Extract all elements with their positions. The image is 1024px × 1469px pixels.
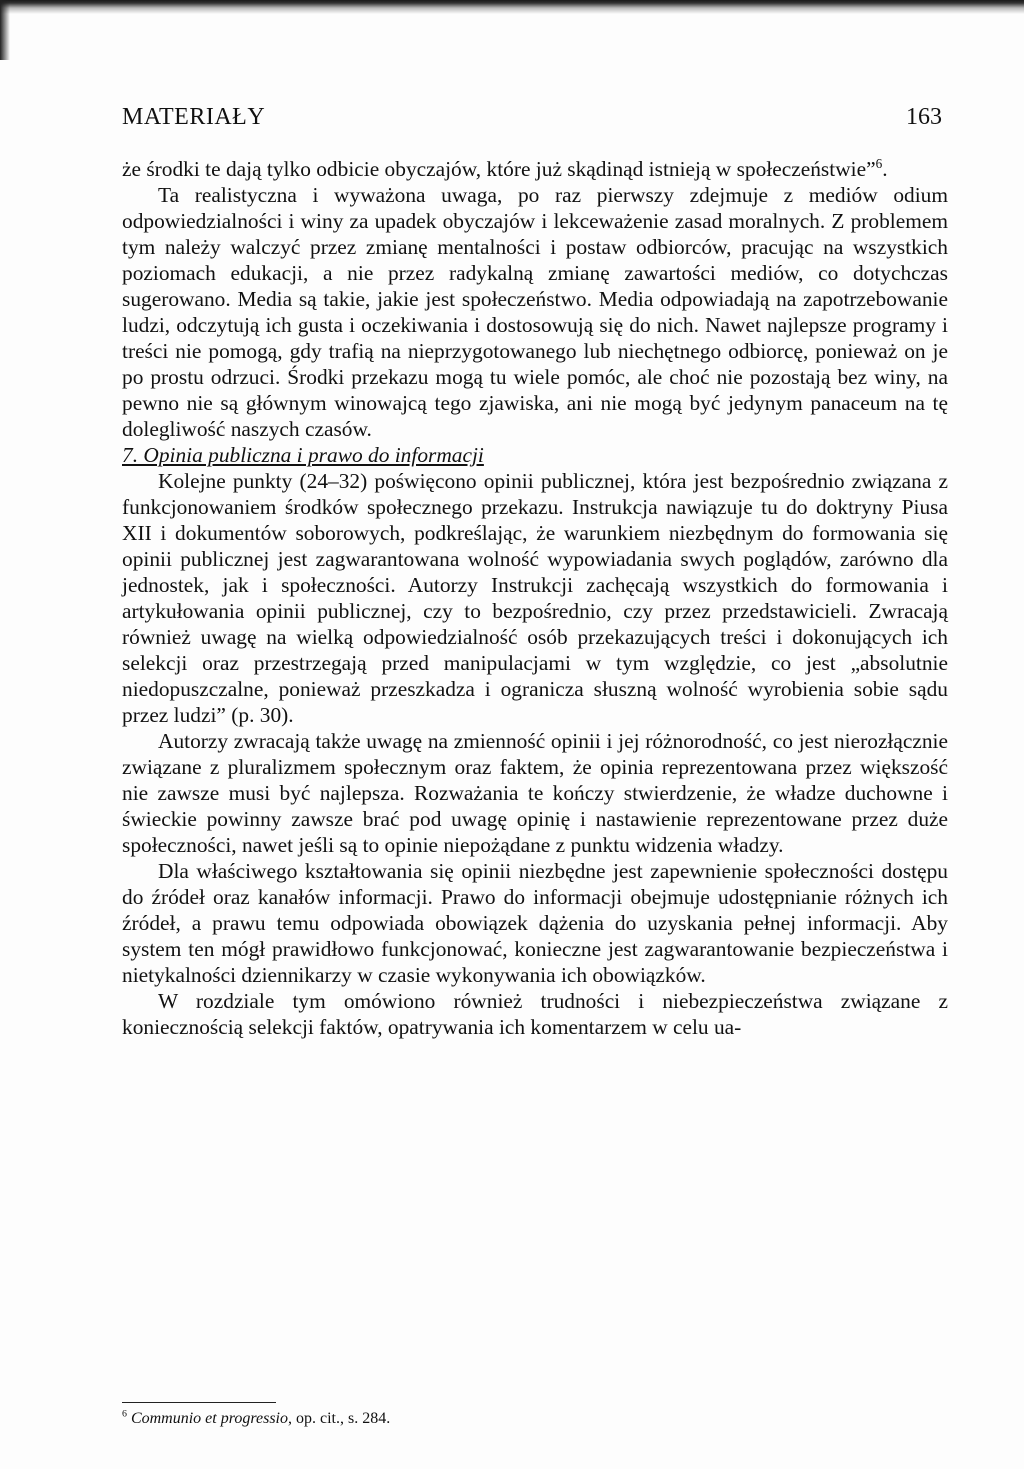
section-paragraph: W rozdziale tym omówiono również trudności i niebezpieczeństwa związane z koniecznością selekcji faktów, opatrywania ich komentarzem w celu ua- xyxy=(122,989,948,1039)
scan-edge-top xyxy=(0,0,1024,14)
footnote-rest: , op. cit., s. 284. xyxy=(288,1410,391,1427)
section-paragraph: Autorzy zwracają także uwagę na zmienność opinii i jej różnorodność, co jest nierozłącznie związane z pluralizmem społecznym oraz faktem, że opinia reprezentowana przez większość nie zawsze musi być najlepsza. Rozważania te kończy stwierdzenie, że władze duchowne i świeckie powinny zawsze brać pod uwagę opinię i nastawienie reprezentowane przez duże społeczności, nawet jeśli są to opinie niepożądane z punktu widzenia władzy. xyxy=(122,729,948,857)
section-paragraph: Kolejne punkty (24–32) poświęcono opinii publicznej, która jest bezpośrednio związana z funkcjonowaniem środków społecznego przekazu. Instrukcja nawiązuje tu do doktryny Piusa XII i dokumentów soborowych, podkreślając, że warunkiem niezbędnym do formowania się opinii publicznej jest zagwarantowana wolność wypowiadania swych poglądów, zarówno dla jednostek, jak i społeczności. Autorzy Instrukcji zachęcają wszystkich do formowania i artykułowania opinii publicznej, czy to bezpośrednio, czy przez przedstawicieli. Zwracają również uwagę na wielką odpowiedzialność osób przekazujących treści i dokonujących ich selekcji oraz przestrzegają przed manipulacjami w tym względzie, co jest „absolutnie niedopuszczalne, ponieważ przeszkadza i ogranicza słuszną wolność wyrobienia sobie sądu przez ludzi” (p. 30). xyxy=(122,469,948,727)
running-title: MATERIAŁY xyxy=(122,104,266,130)
paragraph-1 xyxy=(122,156,948,182)
paragraph-2: Ta realistyczna i wyważona uwaga, po raz pierwszy zdejmuje z mediów odium odpowiedzialności i winy za upadek obyczajów i lekceważenie zasad moralnych. Z problemem tym należy walczyć przez zmianę mentalności i postaw odbiorców, pracując na wszystkich poziomach edukacji, a nie przez radykalną zmianę zawartości mediów, co dotychczas sugerowano. Media są takie, jakie jest społeczeństwo. Media odpowiadają na zapotrzebowanie ludzi, odczytują ich gusta i oczekiwania i dostosowują się do nich. Nawet najlepsze programy i treści nie pomogą, gdy trafią na nieprzygotowanego lub niechętnego odbiorcę, ponieważ on je po prostu odrzuci. Środki przekazu mogą tu wiele pomóc, ale choć nie pozostają bez winy, na pewno nie są głównym winowajcą tego zjawiska, ani nie mogą być jedynym panaceum na tę dolegliwość naszych czasów. xyxy=(122,183,948,441)
footnote-ref: 6 xyxy=(875,155,883,171)
footnote-number: 6 xyxy=(122,1408,127,1420)
paragraph-1-tail: . xyxy=(882,157,888,181)
body-text xyxy=(122,156,948,1040)
paragraph-1-text: że środki te dają tylko odbicie obyczajów, które już skądinąd istnieją w społeczeństwie” xyxy=(122,157,876,181)
section-paragraph: Dla właściwego kształtowania się opinii niezbędne jest zapewnienie społeczności dostępu do źródeł oraz kanałów informacji. Prawo do informacji obejmuje udostępnianie różnych ich źródeł, a prawu temu odpowiada obowiązek dążenia do uzyskania pełnej informacji. Aby system ten mógł prawidłowo funkcjonować, konieczne jest zagwarantowanie bezpieczeństwa i nietykalności dziennikarzy w czasie wykonywania ich obowiązków. xyxy=(122,859,948,987)
footnote xyxy=(122,1408,390,1430)
page-number: 163 xyxy=(906,104,942,130)
running-header xyxy=(122,100,942,134)
footnote-title: Communio et progressio xyxy=(130,1410,288,1427)
scan-edge-left xyxy=(0,0,10,60)
section-heading: 7. Opinia publiczna i prawo do informacji xyxy=(122,443,484,467)
footnote-divider xyxy=(122,1402,276,1403)
